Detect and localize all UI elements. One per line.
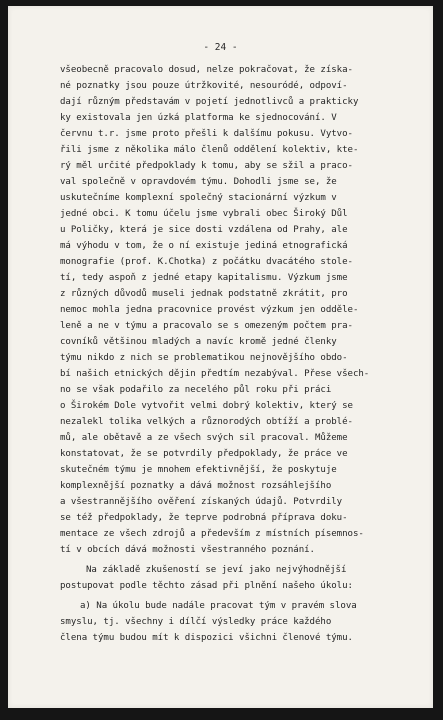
document-page — [8, 6, 433, 708]
text-line: Na základě zkušeností se jeví jako nejvýhodnější — [86, 565, 347, 575]
text-line: no se však podařilo za necelého půl roku při práci — [60, 385, 332, 395]
text-line: o Širokém Dole vytvořit velmi dobrý kolektiv, který se — [60, 401, 353, 411]
text-line: a) Na úkolu bude nadále pracovat tým v pravém slova — [80, 601, 357, 611]
text-line: uskutečníme komplexní společný stacionární výzkum v — [60, 193, 337, 203]
text-line: postupovat podle těchto zásad při plnění našeho úkolu: — [60, 581, 353, 591]
text-line: leně a ne v týmu a pracovalo se s omezeným počtem pra- — [60, 321, 353, 331]
text-line: dají různým představám v pojetí jednotlivců a prakticky — [60, 97, 359, 107]
text-line: komplexnější poznatky a dává možnost rozsáhlejšího — [60, 481, 332, 491]
text-line: tí, tedy aspoň z jedné etapy kapitalismu. Výzkum jsme — [60, 273, 348, 283]
text-line: člena týmu budou mít k dispozici všichni členové týmu. — [60, 633, 353, 643]
text-line: val společně v opravdovém týmu. Dohodli jsme se, že — [60, 177, 337, 187]
text-line: jedné obci. K tomu účelu jsme vybrali obec Široký Důl — [60, 209, 348, 219]
text-line: skutečném týmu je mnohem efektivnější, že poskytuje — [60, 465, 337, 475]
text-line: tí v obcích dává možnosti všestranného poznání. — [60, 545, 315, 555]
page-number: - 24 - — [203, 42, 238, 53]
text-line: a všestrannějšího ověření získaných údajů. Potvrdily — [60, 497, 343, 507]
text-line: u Poličky, která je sice dosti vzdálena od Prahy, ale — [60, 225, 348, 235]
text-line: monografie (prof. K.Chotka) z počátku dvacátého stole- — [60, 257, 353, 267]
text-line: má výhodu v tom, že o ní existuje jediná etnografická — [60, 241, 348, 251]
text-line: mů, ale obětavě a ze všech svých sil pracoval. Můžeme — [60, 433, 348, 443]
text-line: covníků většinou mladých a navíc kromě jedné členky — [60, 337, 337, 347]
text-line: konstatovat, že se potvrdily předpoklady, že práce ve — [60, 449, 348, 459]
text-line: nezalekl tolika velkých a různorodých obtíží a problé- — [60, 417, 353, 427]
text-line: týmu nikdo z nich se problematikou nejnovějšího obdo- — [60, 353, 348, 363]
text-line: z různých důvodů museli jednak podstatně zkrátit, pro — [60, 289, 348, 299]
text-line: nemoc mohla jedna pracovnice provést výzkum jen odděle- — [60, 305, 359, 315]
text-line: mentace ze všech zdrojů a především z místních písemnos- — [60, 529, 364, 539]
text-line: všeobecně pracovalo dosud, nelze pokračovat, že získa- — [60, 65, 353, 75]
text-line: ky existovala jen úzká platforma ke sjednocování. V — [60, 113, 337, 123]
text-line: se též předpoklady, že teprve podrobná příprava doku- — [60, 513, 348, 523]
text-line: řili jsme z několika málo členů oddělení kolektiv, kte- — [60, 145, 359, 155]
text-line: né poznatky jsou pouze útržkovité, nesouródé, odpoví- — [60, 81, 348, 91]
text-line: smyslu, tj. všechny i dílčí výsledky práce každého — [60, 617, 332, 627]
text-line: rý měl určité předpoklady k tomu, aby se sžil a praco- — [60, 161, 353, 171]
text-line: bí našich etnických dějin předtím nezabýval. Přese všech- — [60, 369, 370, 379]
text-line: červnu t.r. jsme proto přešli k dalšímu pokusu. Vytvo- — [60, 129, 353, 139]
